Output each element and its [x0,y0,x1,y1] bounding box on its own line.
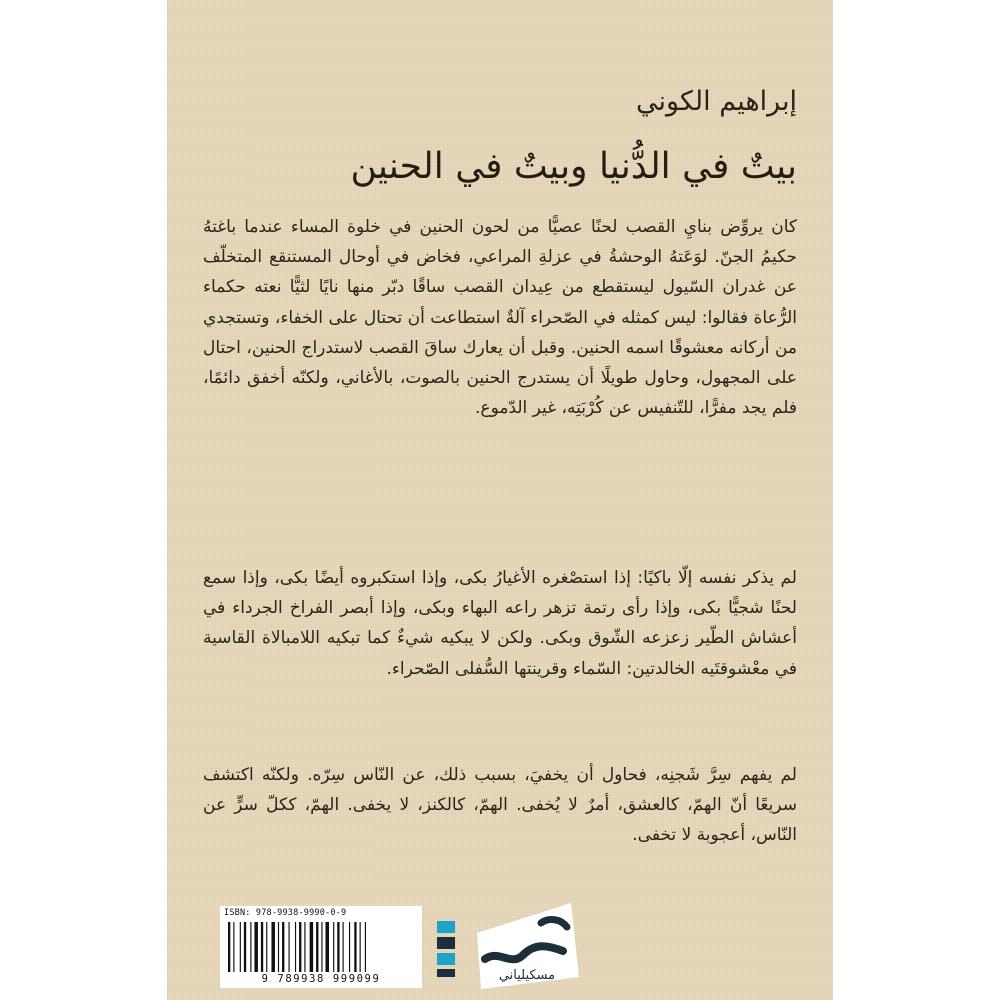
blurb-paragraph-3: لم يفهم سِرَّ شَجنِه، فحاول أن يخفيَ، بسبب ذلك، عن النّاس سِرّه. ولكنّه اكتشف سريعًا أنّ الهمّ، كالعشق، أمرٌ لا يُخفى. الهمّ، كالكنز، لا يخفى. الهمّ، ككلّ سرٍّ عن النّاس، أعجوبة لا تخفى. [203,765,797,846]
barcode-bars [226,922,416,974]
back-cover [167,0,833,1000]
svg-text:مسكيلياني: مسكيلياني [498,968,556,983]
barcode [220,906,422,988]
author-name: إبراهيم الكوني [636,86,797,117]
publisher-mark-icon [435,917,457,981]
publisher-logo-icon [471,893,583,995]
blurb-text [203,212,797,851]
barcode-number: 9 789938 999099 [261,973,381,985]
isbn-label: ISBN: 978-9938-9990-0-9 [224,908,347,918]
blurb-paragraph-1: كان يروِّض بنايِ القصب لحنًا عصيًّا من لحون الحنين في خلوة المساء عندما باغتهُ حكيمُ الجنّ. لوَعَتهُ الوحشةُ في عزلةِ المراعي، فخاض في أوحال المستنقع المتخلّف عن غدران السّيول ليستقطع من عِيدان القصب ساقًا دبّر منها نايًا لثيًّا نعته حكماء الرُّعاة فقالوا: ليس كمثله في الصّحراء آلةٌ استطاعت أن تحتال على الخفاء، وتستجدي من أركانه معشوقًا اسمه الحنين. وقبل أن يعارك ساقَ القصب لاستدراج الحنين، احتال على المجهول، وحاول طويلًا أن يستدرج الحنين بالصوت، بالأغاني، ولكنّه أخفق دائمًا، فلم يجد مفرًّا، للتّنفيس عن كُرْبَتِه، غير الدّموع. [203,217,797,419]
book-title: بيتٌ في الدُّنيا وبيتٌ في الحنين [350,146,797,187]
blurb-paragraph-2: لم يذكر نفسه إلّا باكيًا: إذا استصْغره الأغيارُ بكى، وإذا استكبروه أيضًا بكى، وإذا سمع لحنًا شجيًّا بكى، وإذا رأى رتمة تزهر راعه البهاء وبكى، وإذا أبصر الفراخ الجرداء في أعشاش الطّير زعزعه الشّوق وبكى. ولكن لا يبكيه شيءٌ كما تبكيه اللامبالاة القاسية في معْشوقتَيه الخالدتين: السّماء وقرينتها السُّفلى الصّحراء. [203,568,797,679]
